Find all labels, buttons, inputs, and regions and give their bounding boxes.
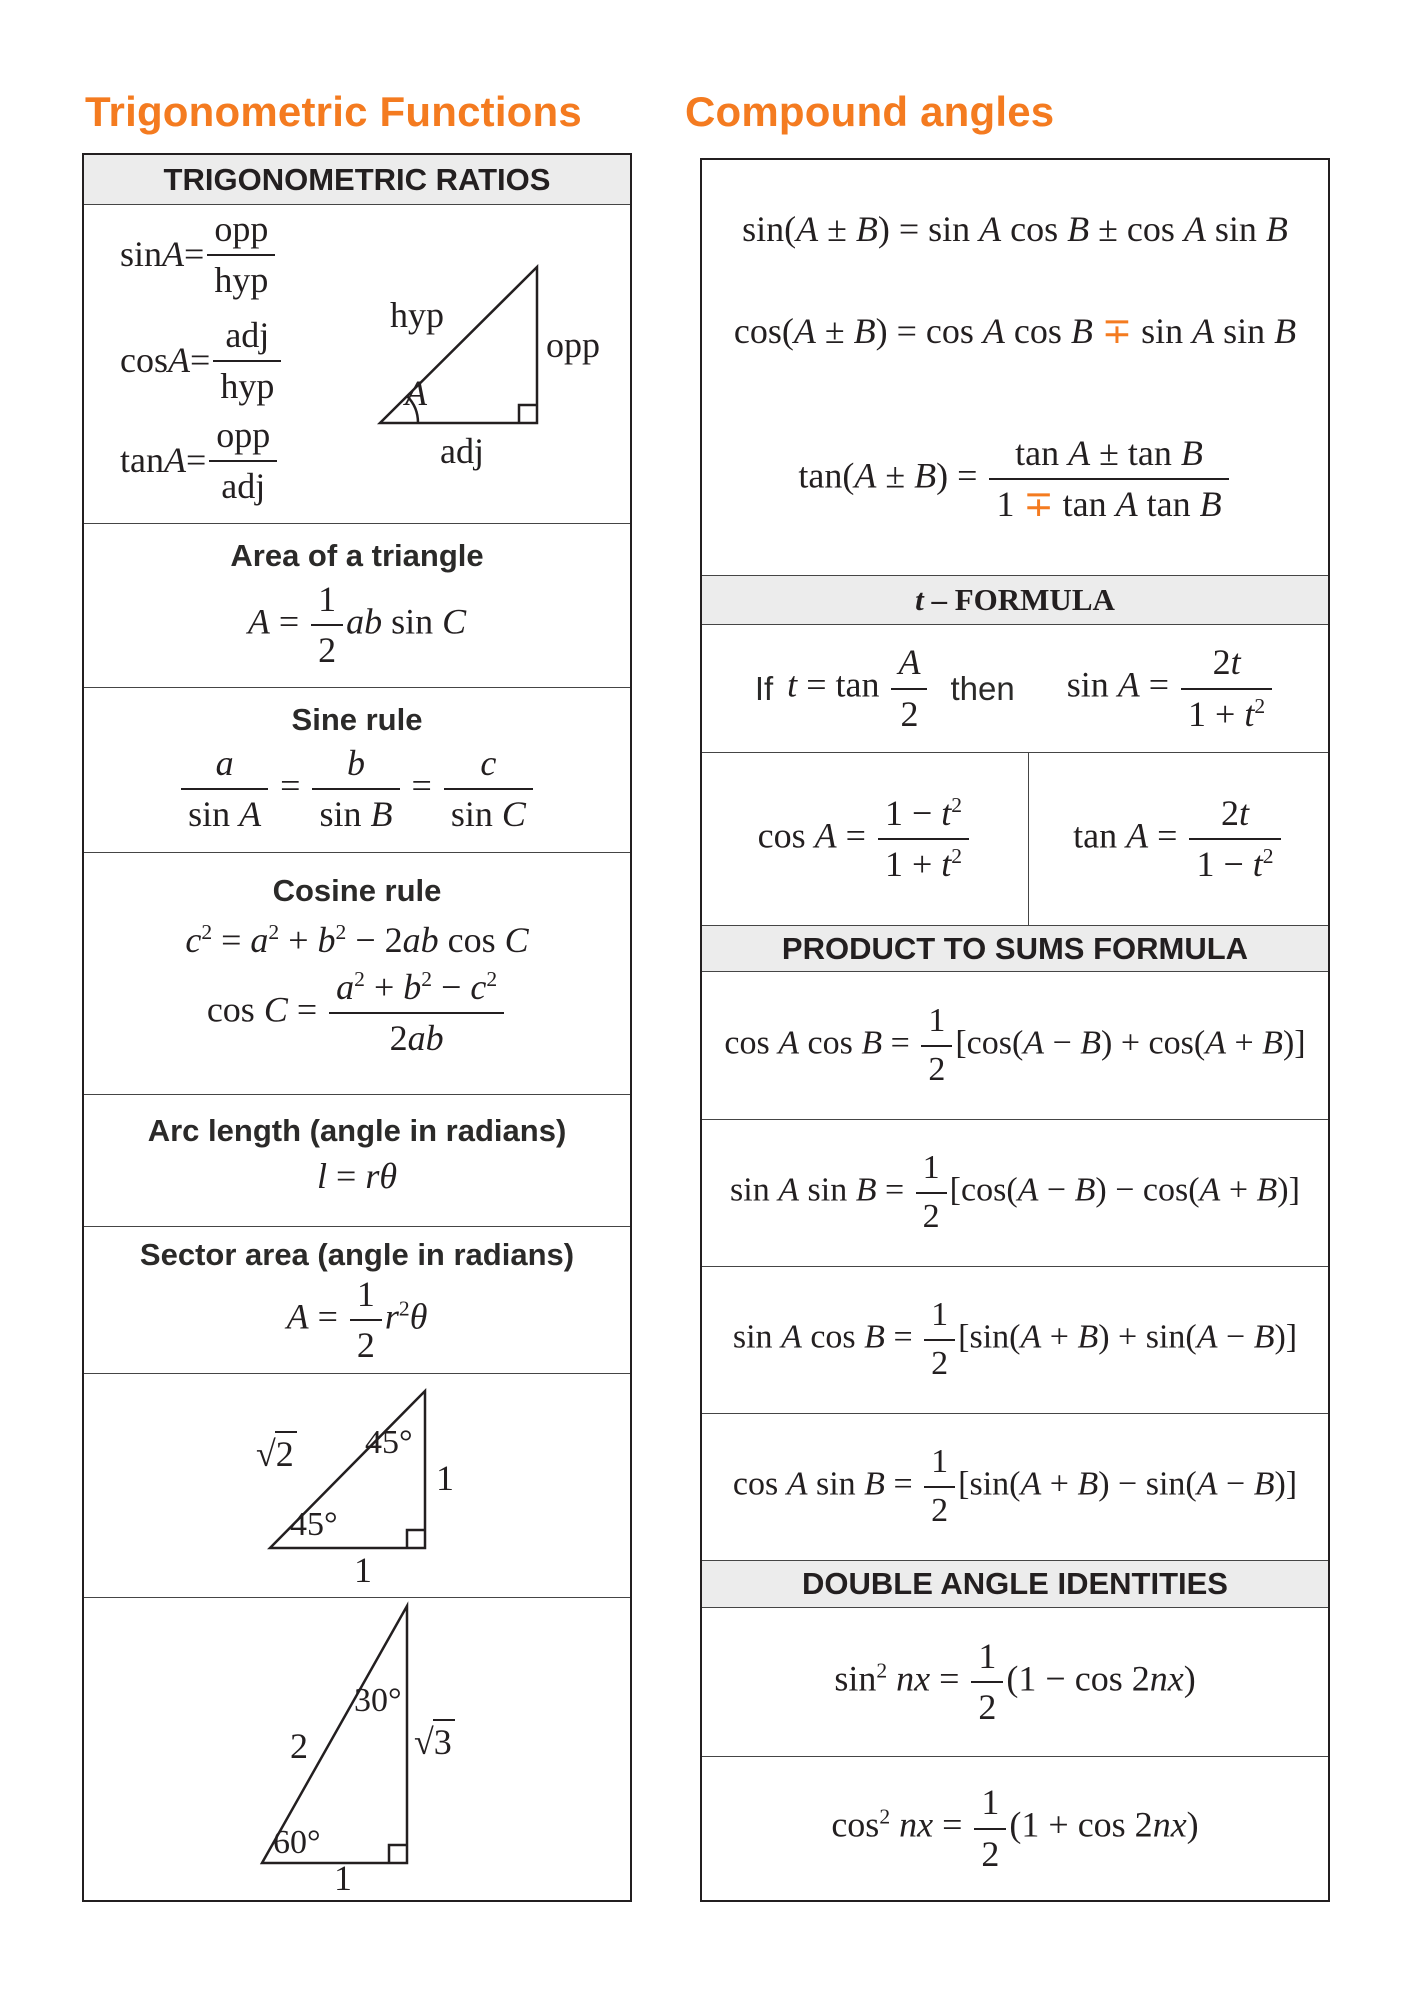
cosine-rule-title: Cosine rule	[272, 873, 442, 908]
double-angle-row-sin	[702, 1608, 1328, 1756]
cosine-rule-section	[84, 852, 630, 1094]
triangle-30-section	[84, 1597, 630, 1900]
arc-length-title: Arc length (angle in radians)	[147, 1113, 567, 1148]
area-of-triangle-title: Area of a triangle	[230, 538, 484, 573]
t-formula-cells-row	[702, 752, 1328, 925]
trig-functions-panel	[82, 153, 632, 1902]
double-angle-header: DOUBLE ANGLE IDENTITIES	[702, 1560, 1328, 1608]
cosine-rule-formula-2: cos C = $\frac{a^2 + b^2 - c^2}{2ab}$	[207, 966, 507, 1060]
if-label: If	[754, 669, 774, 707]
compound-angle-section	[702, 160, 1328, 575]
cos-squared-formula: $\cos^2$ nx = $\frac{1}{2}$ (1 + cos 2nx)	[831, 1782, 1199, 1874]
cosine-rule-formula-1: $c^2 = a^2 + b^2 - 2ab$ cos C	[185, 920, 529, 960]
product-row-sin-cos	[702, 1266, 1328, 1413]
cos-cos-formula: cos A cos B = $\frac{1}{2}$ [cos(A − B) + cos(A + B)]	[724, 1001, 1306, 1088]
triangle-45-section	[84, 1373, 630, 1597]
triangle-45-base-label: 1	[354, 1550, 372, 1590]
compound-tan-formula: tan(A ± B) = $\frac{\text{tan A ± tan B}}{\text{1 ∓ tan A tan B}}$	[702, 432, 1328, 526]
t-tan-cell	[1029, 753, 1328, 925]
double-angle-row-cos	[702, 1756, 1328, 1900]
arc-length-formula: l = rθ	[316, 1156, 398, 1196]
arc-length-section	[84, 1094, 630, 1226]
right-triangle-drawing	[372, 255, 557, 435]
trig-ratios-header: TRIGONOMETRIC RATIOS	[84, 155, 630, 205]
triangle-30-base-angle-label: 60°	[273, 1824, 321, 1861]
hyp-label: hyp	[390, 295, 444, 335]
cos-ratio-formula: cos A = $\frac{\text{adj}}{\text{hyp}}$	[120, 313, 284, 409]
triangle-30-side-label: √3	[414, 1724, 455, 1760]
sine-rule-section	[84, 687, 630, 852]
area-of-triangle-section	[84, 523, 630, 687]
left-column-title: Trigonometric Functions	[85, 88, 582, 135]
right-triangle-diagram	[372, 255, 557, 435]
opp-label: opp	[546, 325, 600, 365]
sine-rule-formula: $\frac{a}{\text{sin A}}$ = $\frac{b}{\text{sin B}}$ = $\frac{c}{\text{sin C}}$	[178, 742, 536, 836]
sector-area-section	[84, 1226, 630, 1373]
product-to-sums-header: PRODUCT TO SUMS FORMULA	[702, 925, 1328, 972]
trig-ratios-section	[84, 205, 630, 523]
t-tan-formula: tan A = $\frac{2t}{1 - t^2}$	[1073, 792, 1283, 886]
adj-label: adj	[440, 431, 484, 471]
sine-rule-title: Sine rule	[291, 702, 423, 737]
triangle-30-top-angle-label: 30°	[354, 1682, 402, 1719]
sin-cos-formula: sin A cos B = $\frac{1}{2}$ [sin(A + B) + sin(A − B)]	[732, 1296, 1298, 1382]
t-formula-condition-row	[702, 625, 1328, 752]
sector-area-formula: A = $\frac{1}{2}$ $r^2\theta$	[286, 1274, 428, 1366]
then-label: then	[950, 669, 1015, 707]
sin-squared-formula: $\sin^2$ nx = $\frac{1}{2}$ (1 − cos 2nx)	[834, 1635, 1196, 1727]
product-row-cos-sin	[702, 1413, 1328, 1560]
tan-ratio-formula: tan A = $\frac{\text{opp}}{\text{adj}}$	[120, 413, 280, 509]
triangle-45-hypotenuse-label: √2	[256, 1436, 297, 1472]
triangle-45-top-angle-label: 45°	[365, 1424, 413, 1461]
compound-cos-formula: cos(A ± B) = cos A cos B ∓ sin A sin B	[733, 311, 1297, 351]
triangle-30-base-label: 1	[334, 1858, 352, 1898]
t-sin-formula: sin A = $\frac{2t}{1 + t^2}$	[1067, 641, 1275, 735]
compound-sin-formula: sin(A ± B) = sin A cos B ± cos A sin B	[742, 209, 1288, 249]
cos-sin-formula: cos A sin B = $\frac{1}{2}$ [sin(A + B) − sin(A − B)]	[732, 1443, 1298, 1529]
triangle-45-base-angle-label: 45°	[290, 1506, 338, 1543]
product-row-cos-cos	[702, 972, 1328, 1119]
area-of-triangle-formula: A = $\frac{1}{2}$ ab sin C	[247, 579, 467, 671]
sin-ratio-formula: sin A = $\frac{\text{opp}}{\text{hyp}}$	[120, 207, 278, 303]
sin-sin-formula: sin A sin B = $\frac{1}{2}$ [cos(A − B) − cos(A + B)]	[730, 1149, 1300, 1235]
t-formula-header-text: t – FORMULA	[915, 582, 1115, 618]
t-definition-formula: t = tan $\frac{A}{2}$	[787, 641, 930, 735]
product-row-sin-sin	[702, 1119, 1328, 1266]
sector-area-title: Sector area (angle in radians)	[139, 1237, 575, 1272]
t-formula-header	[702, 575, 1328, 625]
t-cos-cell	[702, 753, 1029, 925]
t-cos-formula: cos A = $\frac{1 - t^2}{1 + t^2}$	[758, 792, 972, 886]
triangle-45-side-label: 1	[436, 1458, 454, 1498]
compound-angles-panel	[700, 158, 1330, 1902]
right-column-title: Compound angles	[685, 88, 1055, 135]
angle-a-label: A	[405, 373, 427, 413]
triangle-30-hypotenuse-label: 2	[290, 1726, 308, 1766]
